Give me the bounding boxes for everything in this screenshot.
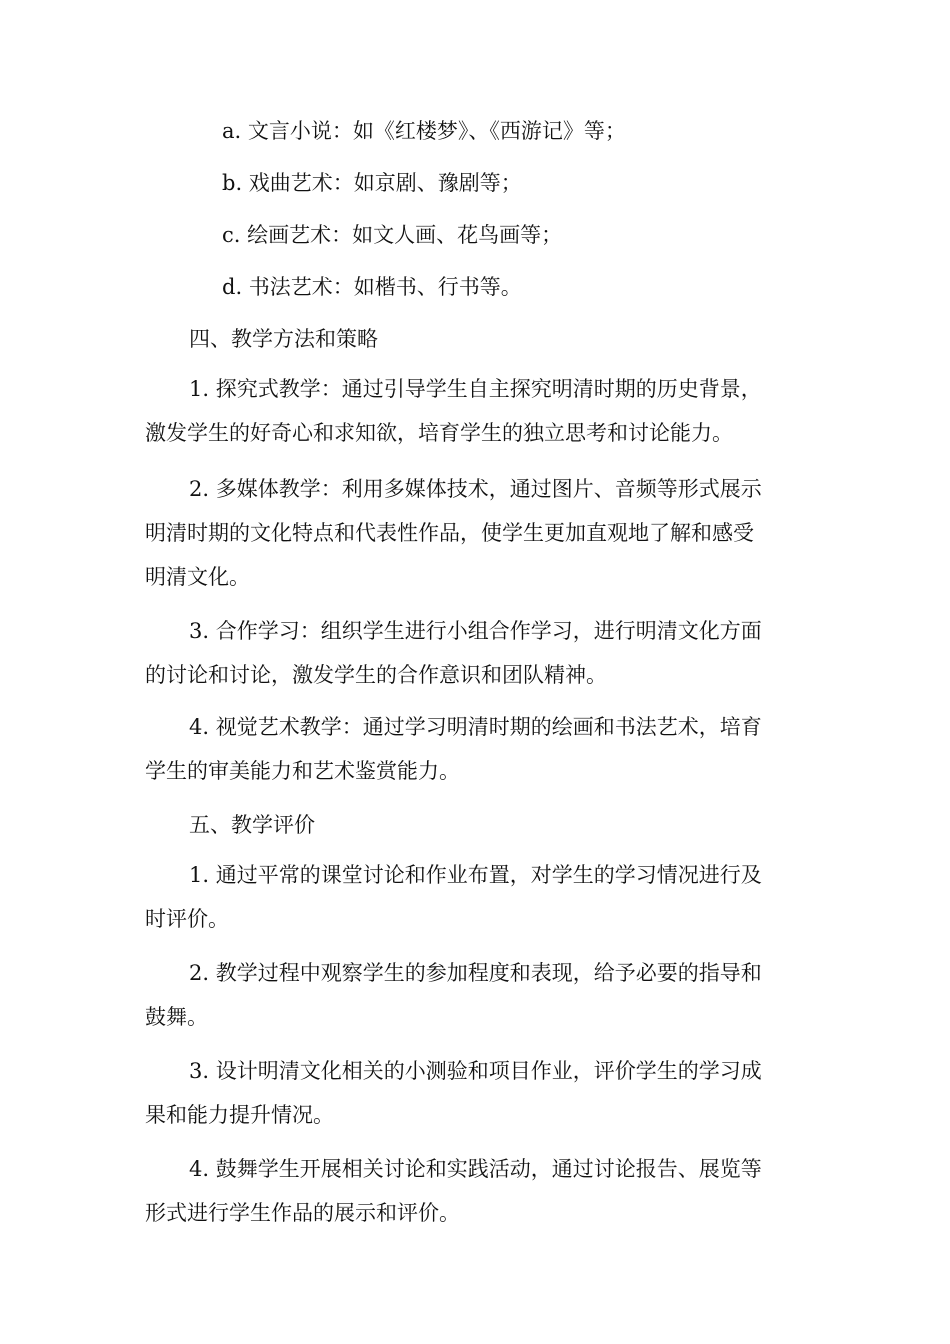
paragraph-line: 时评价。 — [145, 907, 229, 931]
paragraph-line: 明清时期的文化特点和代表性作品，使学生更加直观地了解和感受 — [145, 521, 754, 545]
paragraph-line: 激发学生的好奇心和求知欲，培育学生的独立思考和讨论能力。 — [145, 421, 733, 445]
section5-item-2 — [145, 958, 805, 1046]
paragraph-line: 4. 鼓舞学生开展相关讨论和实践活动，通过讨论报告、展览等 — [189, 1157, 762, 1181]
paragraph-line: 2. 多媒体教学：利用多媒体技术，通过图片、音频等形式展示 — [189, 477, 762, 501]
sublist-item-a: a. 文言小说：如《红楼梦》、《西游记》等； — [222, 119, 626, 143]
paragraph-line: 果和能力提升情况。 — [145, 1103, 334, 1127]
paragraph-line: 学生的审美能力和艺术鉴赏能力。 — [145, 759, 460, 783]
section-heading-5: 五、教学评价 — [189, 813, 315, 837]
section4-item-1 — [145, 374, 805, 462]
paragraph-line: 1. 通过平常的课堂讨论和作业布置，对学生的学习情况进行及 — [189, 863, 762, 887]
paragraph-line: 3. 合作学习：组织学生进行小组合作学习，进行明清文化方面 — [189, 619, 762, 643]
paragraph-line: 的讨论和讨论，激发学生的合作意识和团队精神。 — [145, 663, 607, 687]
sublist-item-c: c. 绘画艺术：如文人画、花鸟画等； — [222, 223, 563, 247]
section4-item-2 — [145, 474, 805, 606]
paragraph-line: 2. 教学过程中观察学生的参加程度和表现，给予必要的指导和 — [189, 961, 762, 985]
section4-item-3 — [145, 616, 805, 704]
section-heading-4: 四、教学方法和策略 — [189, 327, 378, 351]
paragraph-line: 形式进行学生作品的展示和评价。 — [145, 1201, 460, 1225]
sublist-item-d: d. 书法艺术：如楷书、行书等。 — [222, 275, 522, 299]
paragraph-line: 明清文化。 — [145, 565, 250, 589]
paragraph-line: 3. 设计明清文化相关的小测验和项目作业，评价学生的学习成 — [189, 1059, 762, 1083]
section5-item-4 — [145, 1154, 805, 1242]
section4-item-4 — [145, 712, 805, 800]
section5-item-3 — [145, 1056, 805, 1144]
paragraph-line: 4. 视觉艺术教学：通过学习明清时期的绘画和书法艺术，培育 — [189, 715, 762, 739]
section5-item-1 — [145, 860, 805, 948]
paragraph-line: 鼓舞。 — [145, 1005, 208, 1029]
paragraph-line: 1. 探究式教学：通过引导学生自主探究明清时期的历史背景， — [189, 377, 762, 401]
sublist-item-b: b. 戏曲艺术：如京剧、豫剧等； — [222, 171, 522, 195]
